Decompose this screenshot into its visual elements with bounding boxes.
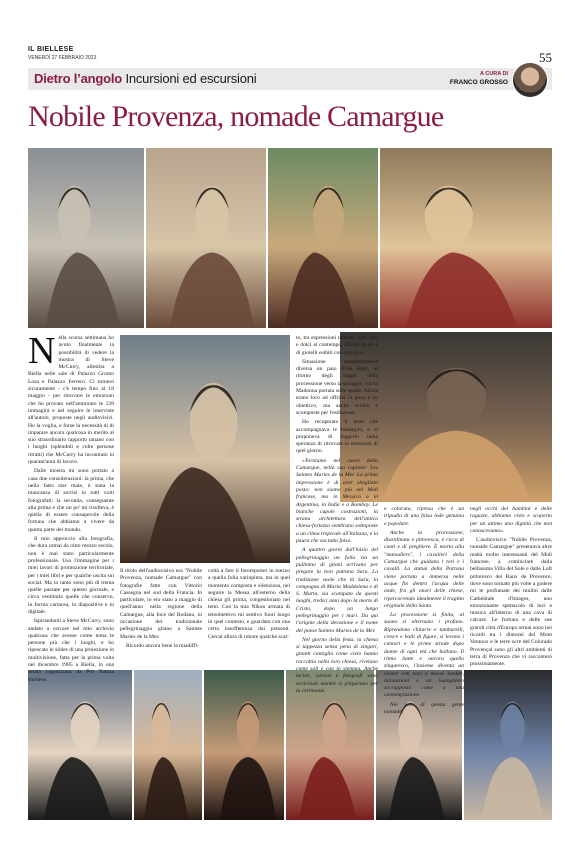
paragraph: Situazione completamente diversa un paio d'ore dopo, al ritorno degli stagni della processione verso la spiaggia, con la Madonna portata sulle spalle. Allora erano loro ad offrirsi in posa a un obiettivo, ma anche sciolte e scomposte per l'esibizione. [296,358,378,416]
article-column-1 [28,330,114,683]
gypsy-women-colorful-photo [380,148,552,328]
paragraph: La processione si finita, al suono si alternano i profano. Riprendono chitarre e tamburelli, cresce e balli di figure, si levano i cantori e le prime strade dopo donne di ogni età che ballano. Il ritmo batte e ancora quello zingaresco, l'insieme diventa un vivace con voci e mosse inedite, intonazioni e un lusinghiero sovrapposto come a una contemplazione. [384,612,464,699]
paragraph: coltà a fare il fotoreporter in mezzo a quella folla variopinta, ma in quel momento composta e silenziosa, nel seguire la Messa all'esterno della chiesa gli prima, congestionato nel tetto. Con la mia Nikon armata di teleobiettivo mi sentivo fuori luogo in quel contesto, e guardato con una certa insofferenza dai presenti. Cercai allora di rubare qualche scat- [208,568,290,640]
paragraph: Ispirandomi a Steve McCurry, sono andato a cercare nel mio archivio qualcosa che avesse come tema le persone più che i luoghi, e ho ripescato le slides di una proiezione in multivisione, fatta per la prima volta nel dicembre 1985 a Biella, in una serata organizzata da Pro Natura Biellese. [28,618,114,683]
paragraph: Il mio approccio alla fotografia, che dura ormai da oltre mezzo secolo, non è mai stato particolarmente professionale. Uso l'immagine per i miei lavori di promozione territoriale, per i miei libri e per qualche uscita sui social. Ma in tanto sono più di trenta quelle passate per questo giornale, e circa ventimila quelle che conservo, in forma cartacea, in diapositive e in digitale. [28,536,114,615]
paragraph: Anche la processione, disordinata e pittoresca, è ricca di canti e di preghiere. È morta alla "manadiers", i cavalieri della Camargue che guidano i tori e i cavalli. La statua della Patrona viene portata a immersa nelle acque fin dentro l'acqua delle onde, fra gli onori delle chiese, ripercorrendo idealmente il tragitto originale della Santa. [384,529,464,609]
procession-street-photo [146,148,266,328]
paragraph: ella scorsa settimana ho avuto finalmente la possibilità di vedere la mostra di Steve McCurry, allestita a Biella nelle sale di Palazzo Gromo Losa e Palazzo Ferrero. Ci torneró sicuramente - c'è tempo fino al 18 maggio - per ritrovare le emozioni che ho provato nell'ammirare le 128 immagini e nel seguire le interviste all'autore, proposte negli audiovisivi. Ho la voglia, e forse la necessità di di imparare ancora qualcosa in merito al suo straordinario rapporto umano con i luoghi (splendidi e colte persone ritratti) che McCurry ha incontrato in quarant'anni di lavoro. [28,335,114,466]
article-column-4 [296,335,378,694]
paragraph: Nei volti di questa gente nomade, [384,701,464,716]
paragraph: Ricordo ancora bene la miadiffi- [126,642,199,649]
paragraph: Dalle mostra mi sono portato a casa due considerazioni: la prima, che nella fatto star male, è stata la mancanza di sorrisi in tutti volti fotografati; la seconda, conseguente alla prima e che un po' mi risolleva, è quella di essere consapevole della fortuna che abbiamo a vivere da questa parte del mondo. [28,468,114,533]
rubric-title: Dietro l’angolo [34,71,123,86]
byline-label: A CURA DI [479,71,508,77]
article-column-3 [208,568,290,666]
article-column-5 [384,506,464,716]
dropcap: N [28,330,56,372]
paragraph: Ho recuperato il testo che accompagnava le immagini, e vi proponeva di leggerlo nella speranza di ritrovare le emozioni di quel giorno. [296,419,378,455]
rubric-subtitle: Incursioni ed escursioni [125,71,257,86]
paragraph: to, tra espressioni intense, volti duri e dolci al contempo, riflessi di ori e di gioielli esibiti con orgoglio. [296,335,378,356]
quoted-text [296,458,378,696]
two-women-procession-photo [120,335,290,563]
section-rubric [34,71,256,86]
article-column-2 [120,568,202,666]
page-number: 55 [539,50,552,65]
author-avatar [512,62,548,98]
paragraph: A quattro giorni dall'inizio del pellegrinaggio un folla via un pullmino di gitani arrivano per pregare la loro patrona Sara. La tradizione vuole che là Sara, la compagna di Maria Maddalena e di S. Marta, sia scampata da questi luoghi, tredici anni dopo la morte di Cristo, dopo un lungo pellegrinaggio per i mari. Da qui l'origine della devozione e il nome del paese Saintes Maries de la Mer. [296,547,378,634]
girl-portrait-photo [134,670,202,820]
headscarf-women-photo [268,148,378,328]
paragraph: Nel giorno della festa, la chiesa si tappezza senza pena di zingari, gitanti cantiglia come cielo hanno raccoltia nella loro chiesa, rivelano come soli e con lo stemma. Anche turisti, curiosi e fotografi sono avvicinati mentre si preparano per la cerimonia [296,636,378,694]
paragraph: Il titolo dell'audiovisivo era "Nobile Provenza, nomade Camargue" con fotografie fatte con Vittorio Cassegna nel sud della Francia. In particolare, io ero stato a maggio di quell'anno nella regione della Camargue, alla foce del Rodano, in occasione del tradizionale pellegrinaggio gitano a Saintes Maries de la Mer. [120,568,202,640]
issue-date: VENERDÌ 27 FEBBRAIO 2023 [28,55,97,61]
article-column-6 [470,506,552,666]
church-crowd-photo [28,148,144,328]
article-headline: Nobile Provenza, nomade Camargue [28,100,444,133]
paragraph: e colorata, ripresa che è un tripudio di una falsa lode genuina e popolare. [384,506,464,527]
paragraph: negli occhi dei bambini e delle ragazze, abbiamo visto e scoperto per un attimo una dignità che non conoscevamo». [470,506,552,534]
lace-veil-woman-photo [464,670,552,820]
byline-name: FRANCO GROSSO [449,78,508,86]
paragraph: «Torniamo nel cuore della Camargue, nella sua capitale: Les Saintes Maries de la Mer. La prima impressione è di aver sbagliato posto: non siamo più nel Midi francese, ma in Messico o in Argentina, in India e a Bombay. Le bianche cupole costruzioni, la strana architettura dell'antica chiesa-fortezza sembrano sottoposte a un clima tropicale all'italiana, e la paura che sia tutto falso. [296,457,378,545]
byline [450,71,508,86]
masthead: IL BIELLESE [28,46,74,53]
man-black-hat-photo [28,670,132,820]
paragraph: L'audiovisivo "Nobile Provenza, nomade Camargue" presentava altre realtà molto interessanti del Midi francese, a cominciare dalla bellissima Villa del Sole e dalle Loft pittoresco dei Baux de Provence, dove sono tornato più volte a godere mi le profumate dei mulini dalle Cathédrale d'Images, uno emozionante spettacolo di luci e musica all'interno di una cava di calcare. Le fortuna e delle sue grandi città d'Europa ormai sono bei ricordi tra i dintorni del Mont Ventoux e le terre ocre del Colorado Provençal sono gli altri ambienti di terra di Provenza che vi racconterò prossimamente. [470,537,552,668]
section-bar [28,68,552,90]
dark-hair-girl-photo [204,670,284,820]
